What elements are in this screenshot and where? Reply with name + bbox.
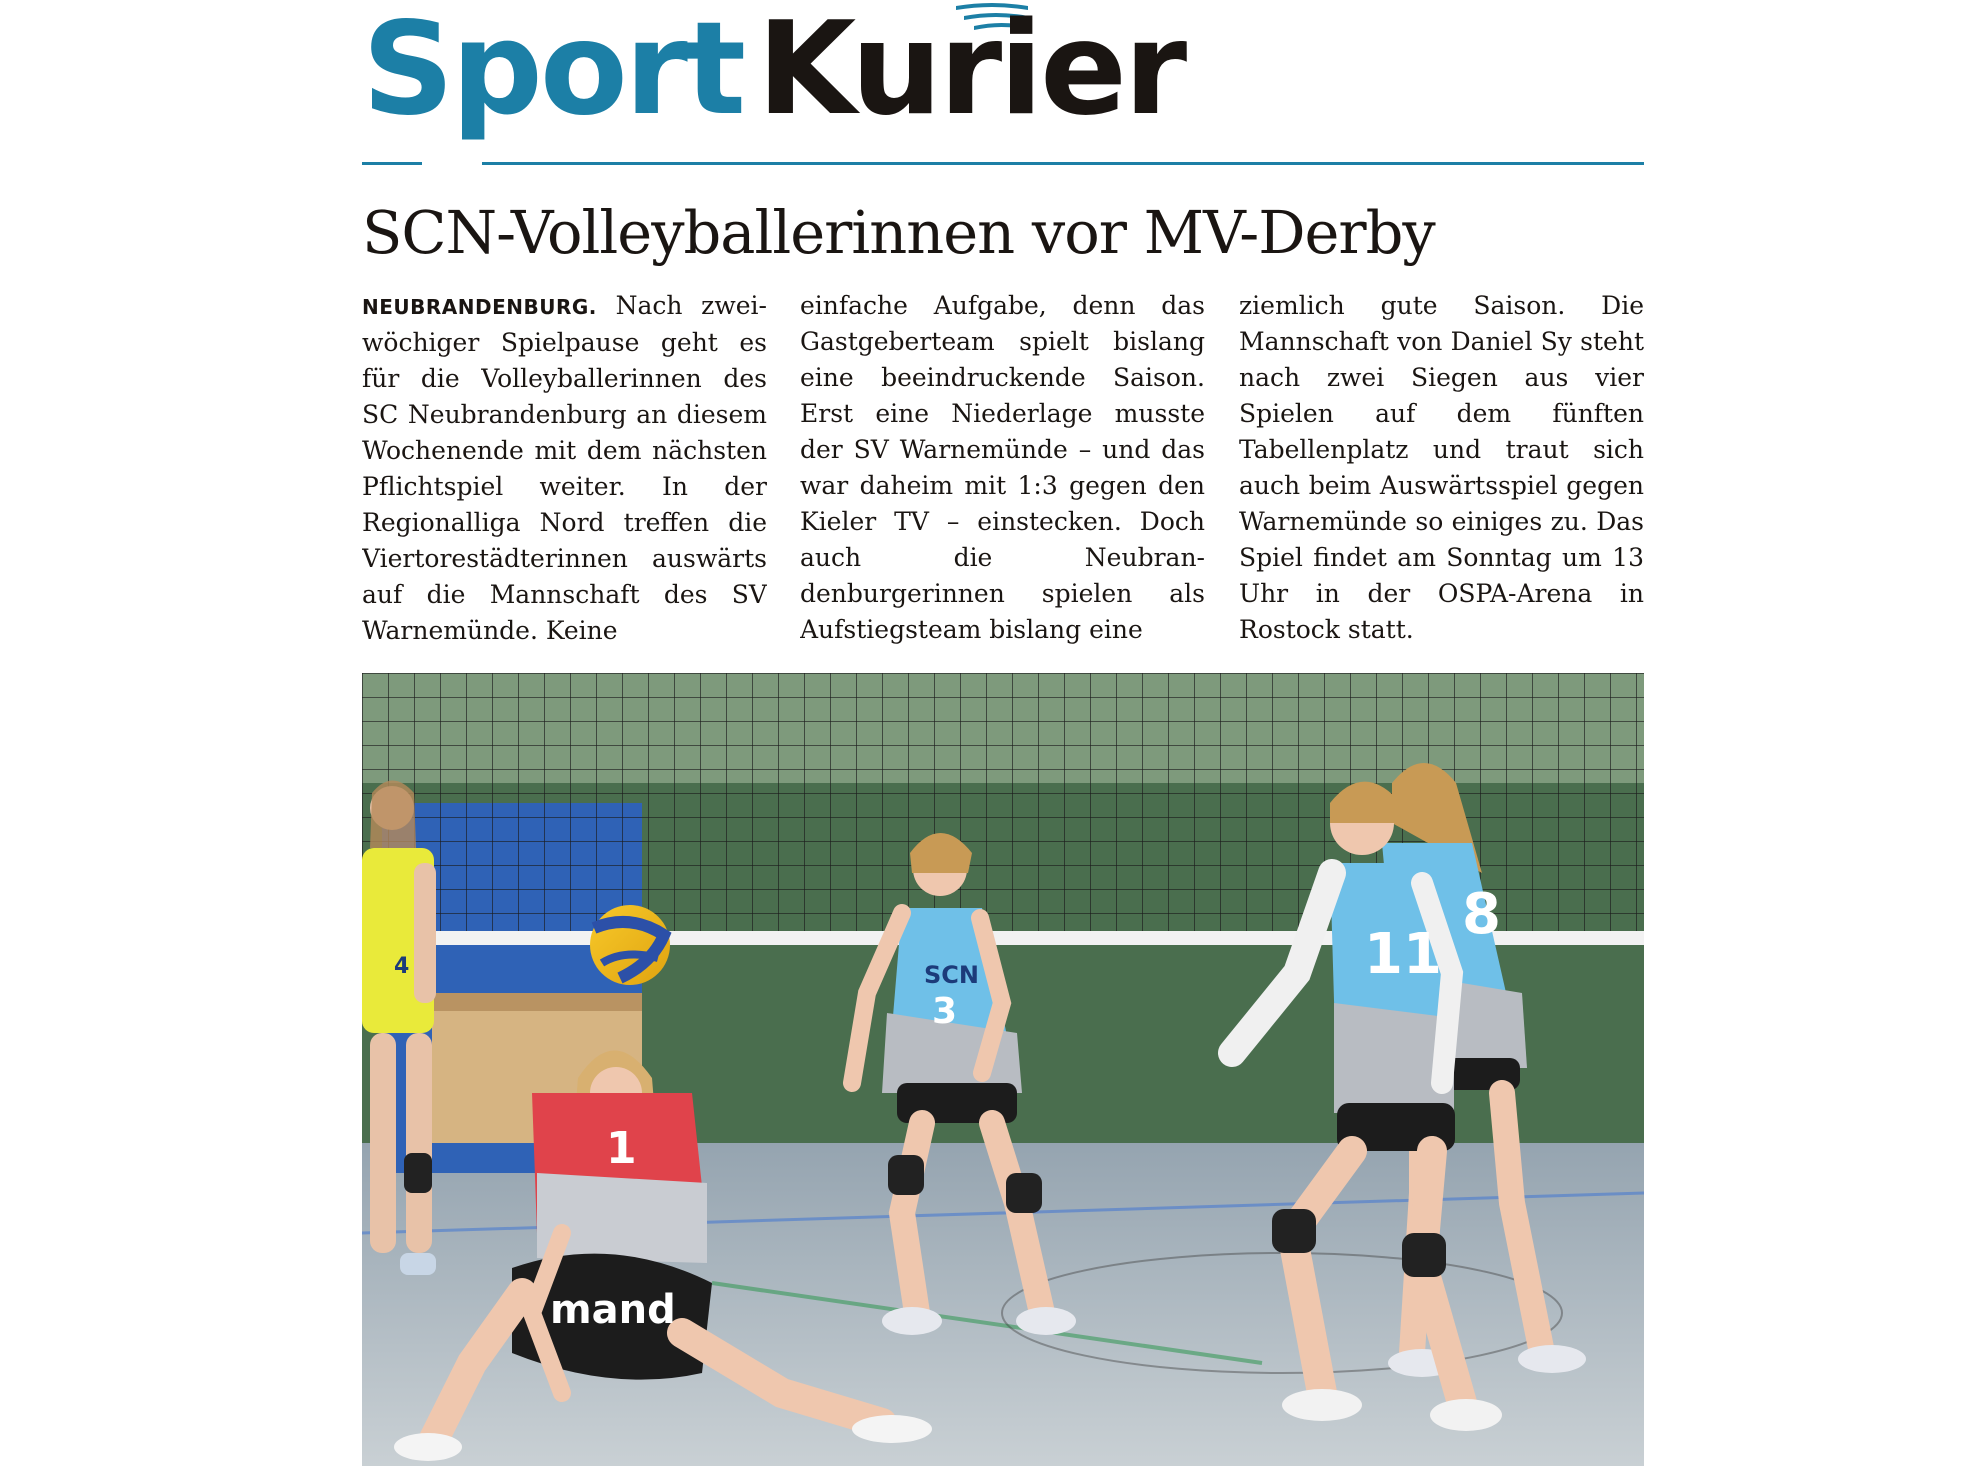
- jersey-number-11: 11: [1364, 922, 1442, 987]
- article-column-1-text: Nach zweiwöchiger Spielpause geht es für die Volleyballerinnen des SC Neubrandenburg an diesem Wochenende mit dem nächsten Pflichtspiel weiter. In der Regionalliga Nord treffen die Viertorestädterinnen auswärts auf die Mannschaft des SV Warnemünde. Keine: [362, 291, 767, 645]
- jersey-number-1: 1: [606, 1123, 637, 1174]
- article-column-2: einfache Aufgabe, denn das Gastgeberteam spielt bislang eine beeindruckende Saison. Erst eine Niederlage musste der SV Warnemünde – und das war daheim mit 1:3 gegen den Kieler TV – einstecken. Doch auch die Neubrandenburgerinnen spielen als Aufstiegsteam bislang eine: [800, 291, 1205, 644]
- article-column-3: ziemlich gute Saison. Die Mannschaft von Daniel Sy steht nach zwei Siegen aus vier Spielen auf dem fünften Tabellenplatz und traut sich auch beim Auswärtsspiel gegen Warnemünde so einiges zu. Das Spiel findet am Sonntag um 13 Uhr in der OSPA-Arena in Rostock statt.: [1239, 291, 1644, 644]
- jersey-text-scn: SCN: [924, 961, 979, 989]
- article-column-1: [362, 288, 767, 648]
- masthead-rule-right: [482, 162, 1644, 165]
- article-headline: SCN-Volleyballerinnen vor MV-Derby: [362, 198, 1435, 267]
- masthead-title-sport: Sport: [362, 0, 744, 144]
- jersey-number-4: 4: [394, 954, 410, 979]
- jersey-number-8: 8: [1462, 882, 1501, 947]
- article-body: [362, 288, 1644, 648]
- masthead-title-kurier: Kurier: [757, 0, 1185, 144]
- volleyball-ball-icon: [590, 905, 670, 985]
- masthead-title: [362, 0, 1185, 144]
- volleyball-scene: [362, 673, 1644, 1466]
- wooden-box-top: [432, 993, 642, 1011]
- article-photo: [362, 673, 1644, 1466]
- masthead: [362, 0, 1644, 170]
- newspaper-page: [362, 0, 1644, 1472]
- masthead-rule-left: [362, 162, 422, 165]
- article-dateline: NEUBRANDENBURG.: [362, 295, 597, 319]
- jersey-number-3: 3: [932, 991, 958, 1032]
- jersey-text-mand: mand: [550, 1287, 676, 1333]
